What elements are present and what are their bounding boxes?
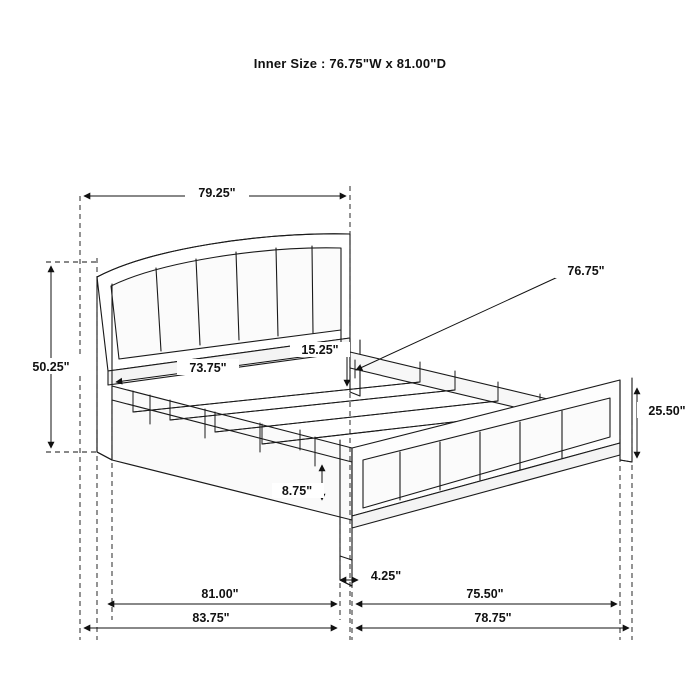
dim-label-side-rail-length: 81.00"	[201, 587, 239, 601]
dim-label-footboard-outer-width: 78.75"	[474, 611, 512, 625]
dim-label-rail-clearance: 8.75"	[281, 484, 313, 498]
dim-inner-width-callout	[356, 276, 560, 370]
dim-label-headboard-leg-height: 15.25"	[301, 343, 339, 357]
dim-label-inner-width-callout: 76.75"	[567, 264, 605, 278]
dim-label-headboard-height: 50.25"	[32, 360, 70, 374]
dim-label-footboard-leg-offset: 4.25"	[370, 569, 402, 583]
dim-label-headboard-panel-width: 73.75"	[189, 361, 227, 375]
dim-label-footboard-height: 25.50"	[648, 404, 686, 418]
side-rail	[112, 386, 352, 520]
dim-label-footboard-inner-width: 75.50"	[466, 587, 504, 601]
bed-illustration	[97, 234, 632, 586]
dim-label-headboard-width: 79.25"	[198, 186, 236, 200]
dim-label-overall-depth: 83.75"	[192, 611, 230, 625]
page-title: Inner Size : 76.75"W x 81.00"D	[253, 56, 447, 71]
